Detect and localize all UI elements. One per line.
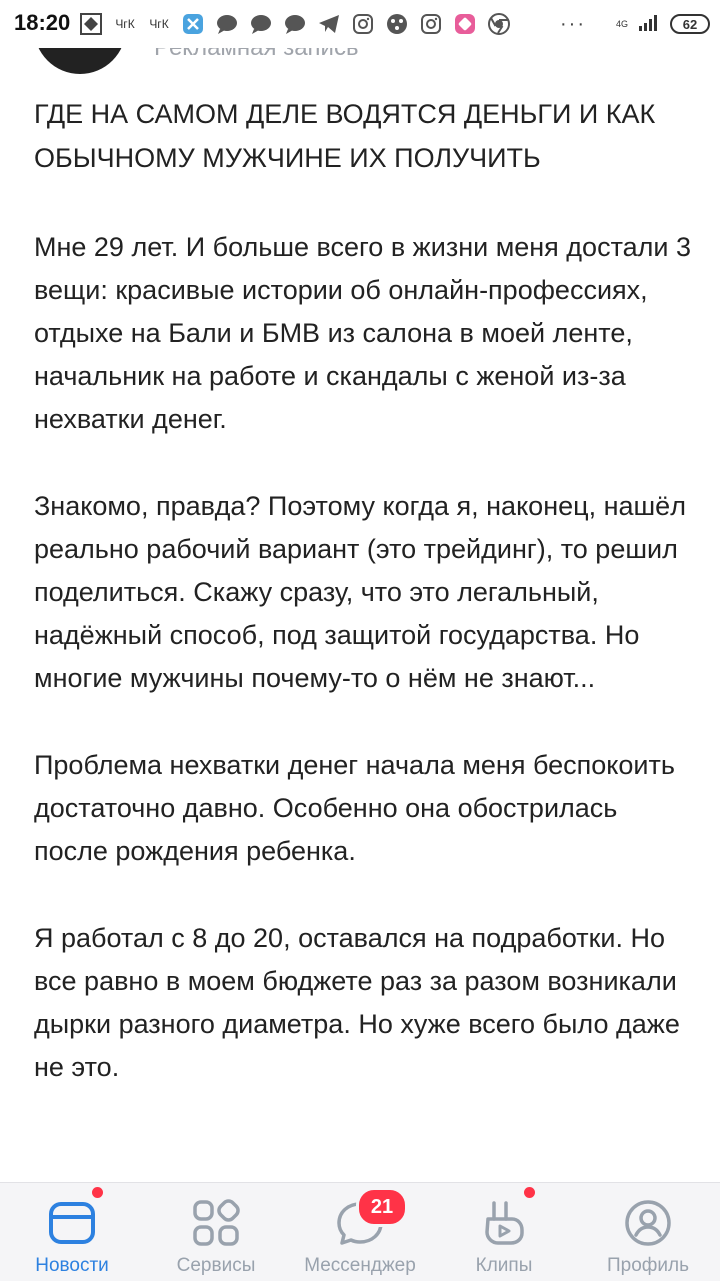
tab-news-label: Новости — [35, 1255, 109, 1276]
tab-messenger[interactable] — [288, 1183, 432, 1281]
tab-clips[interactable] — [432, 1183, 576, 1281]
news-icon — [46, 1197, 98, 1249]
telegram-icon — [316, 11, 342, 37]
tab-profile[interactable] — [576, 1183, 720, 1281]
app-icon — [180, 11, 206, 37]
tab-news[interactable] — [0, 1183, 144, 1281]
status-bar — [0, 0, 720, 48]
post-paragraph: Я работал с 8 до 20, оставался на подработки. Но все равно в моем бюджете раз за разом возникали дырки разного диаметра. Но хуже всего было даже не это. — [34, 923, 680, 1082]
tab-clips-label: Клипы — [475, 1255, 533, 1276]
network-type: 4G — [615, 18, 628, 29]
battery-icon: 62 — [670, 14, 710, 34]
tab-services-label: Сервисы — [176, 1255, 256, 1276]
post-title: ГДЕ НА САМОМ ДЕЛЕ ВОДЯТСЯ ДЕНЬГИ И КАК ОБЫЧНОМУ МУЖЧИНЕ ИХ ПОЛУЧИТЬ — [34, 99, 656, 173]
app-icon — [384, 11, 410, 37]
post-paragraph: Знакомо, правда? Поэтому когда я, наконец, нашёл реально рабочий вариант (это трейдинг), то решил поделиться. Скажу сразу, что это легальный, надёжный способ, под защитой государства. Но многие мужчины почему-то о нём не знают... — [34, 491, 686, 693]
tab-messenger-label: Мессенджер — [304, 1255, 416, 1276]
messenger-unread-badge: 21 — [356, 1187, 408, 1227]
tab-profile-label: Профиль — [606, 1255, 690, 1276]
chat-icon — [282, 11, 308, 37]
news-indicator-dot — [92, 1187, 103, 1198]
clips-indicator-dot — [524, 1187, 535, 1198]
instagram-icon — [350, 11, 376, 37]
signal-icon — [638, 13, 660, 36]
chk-icon: ЧгК — [115, 17, 135, 31]
chat-icon — [248, 11, 274, 37]
app-icon — [78, 11, 104, 37]
post-paragraph: Мне 29 лет. И больше всего в жизни меня достали 3 вещи: красивые истории об онлайн-профессиях, отдыхе на Бали и БМВ из салона в моей ленте, начальник на работе и скандалы с женой из-за нехватки денег. — [34, 232, 692, 434]
post-content — [34, 92, 694, 1133]
instagram-icon — [418, 11, 444, 37]
chat-icon — [214, 11, 240, 37]
notification-icons — [78, 10, 512, 38]
more-notifications-icon: ··· — [560, 12, 586, 35]
clips-icon — [478, 1197, 530, 1249]
status-time: 18:20 — [14, 10, 71, 35]
profile-icon — [622, 1197, 674, 1249]
app-icon — [452, 11, 478, 37]
chrome-icon — [486, 11, 512, 37]
post-paragraph: Проблема нехватки денег начала меня беспокоить достаточно давно. Особенно она обострилась после рождения ребенка. — [34, 750, 675, 866]
status-right — [560, 10, 710, 38]
chk-icon: ЧгК — [149, 17, 169, 31]
services-icon — [190, 1197, 242, 1249]
bottom-tab-bar — [0, 1182, 720, 1281]
tab-services[interactable] — [144, 1183, 288, 1281]
